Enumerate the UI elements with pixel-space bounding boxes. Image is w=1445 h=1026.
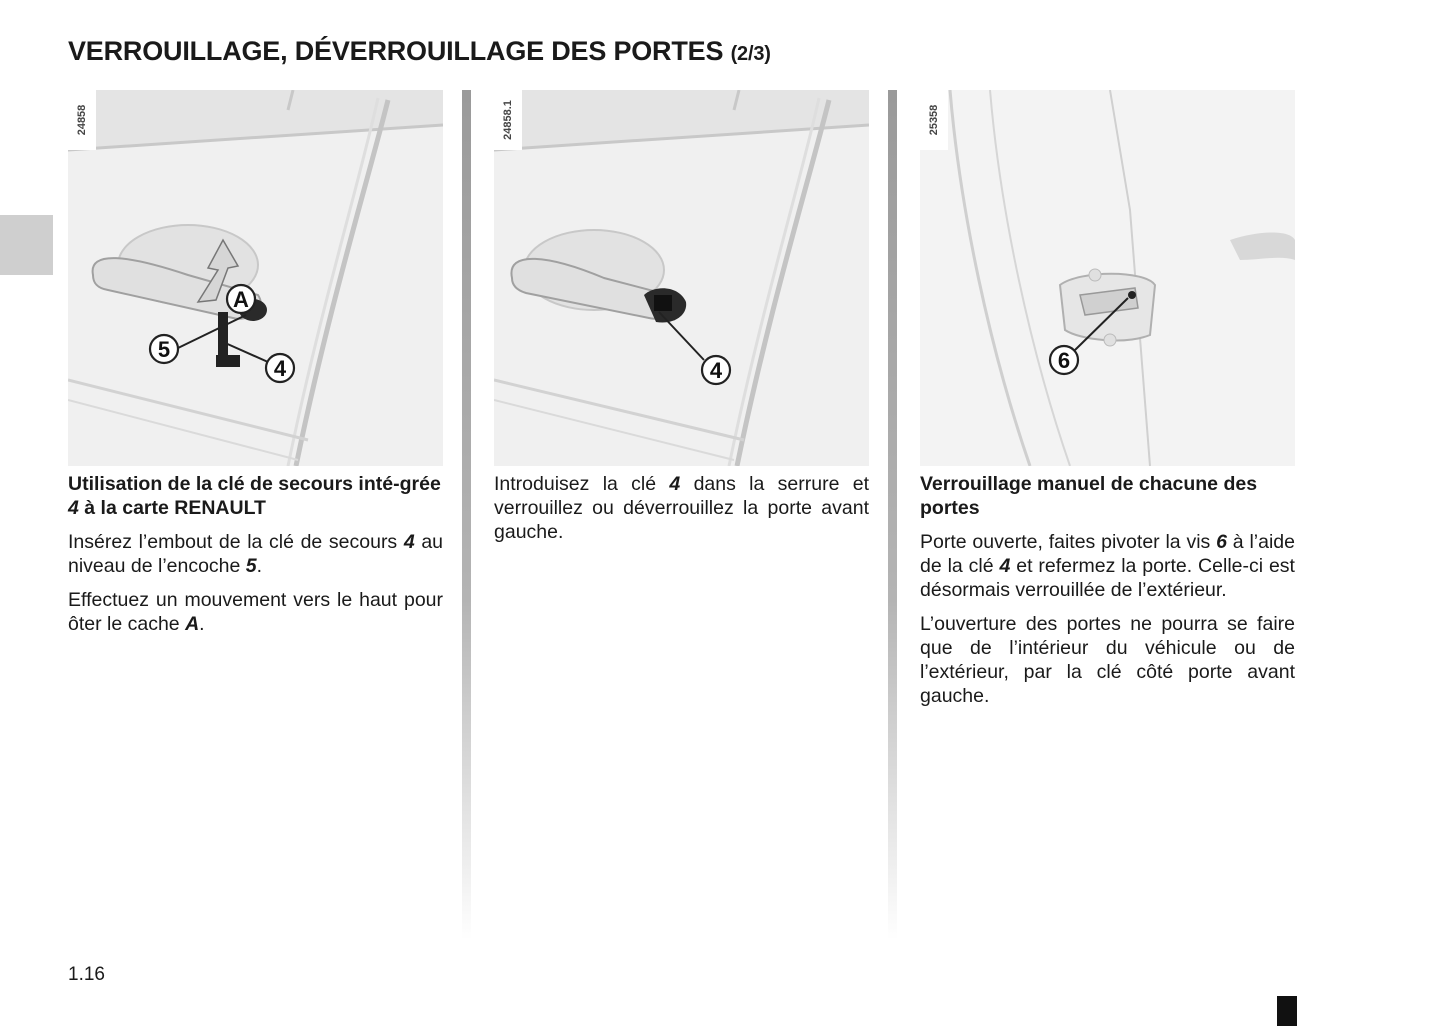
figure-number: 24858.1: [494, 90, 522, 150]
paragraph: Insérez l’embout de la clé de secours 4 au niveau de l’encoche 5.: [68, 531, 444, 577]
column-2-text: [494, 472, 869, 554]
callout-4: [266, 354, 294, 382]
svg-text:5: 5: [157, 337, 171, 362]
callout-A: [227, 285, 255, 313]
callout-4: [702, 356, 730, 384]
figure-number: 24858: [68, 90, 96, 150]
section-tab: [0, 215, 53, 275]
page-title-suffix: (2/3): [730, 43, 771, 65]
paragraph: L’ouverture des portes ne pourra se faire que de l’intérieur du véhicule ou de l’extérieur, par la clé côté porte avant gauche.: [920, 613, 1295, 707]
paragraph: Effectuez un mouvement vers le haut pour ôter le cache A.: [68, 589, 443, 635]
figure-door-lock-screw: [920, 90, 1295, 466]
page-number: 1.16: [68, 964, 105, 985]
figure-number: 25358: [920, 90, 948, 150]
figure-door-handle-cover: [68, 90, 443, 466]
column-divider: [462, 90, 471, 940]
page-title: VERROUILLAGE, DÉVERROUILLAGE DES PORTES (2/3): [68, 36, 771, 66]
column-divider: [888, 90, 897, 940]
svg-text:A: A: [233, 287, 249, 312]
section-heading: Verrouillage manuel de chacune des portes: [920, 473, 1258, 519]
figure-key-in-lock: [494, 90, 869, 466]
page-marker: [1277, 996, 1297, 1026]
callout-6: [1050, 346, 1078, 374]
svg-text:4: 4: [273, 356, 287, 381]
callout-5: [150, 335, 178, 363]
paragraph: Introduisez la clé 4 dans la serrure et verrouillez ou déverrouillez la porte avant gauche.: [494, 473, 869, 543]
column-1-text: [68, 472, 443, 646]
svg-text:6: 6: [1057, 348, 1071, 373]
svg-text:4: 4: [709, 358, 723, 383]
section-heading: Utilisation de la clé de secours inté-grée 4 à la carte RENAULT: [68, 473, 441, 519]
paragraph: Porte ouverte, faites pivoter la vis 6 à l’aide de la clé 4 et refermez la porte. Celle-ci est désormais verrouillée de l’extérieur.: [920, 531, 1295, 601]
column-3-text: [920, 472, 1295, 718]
